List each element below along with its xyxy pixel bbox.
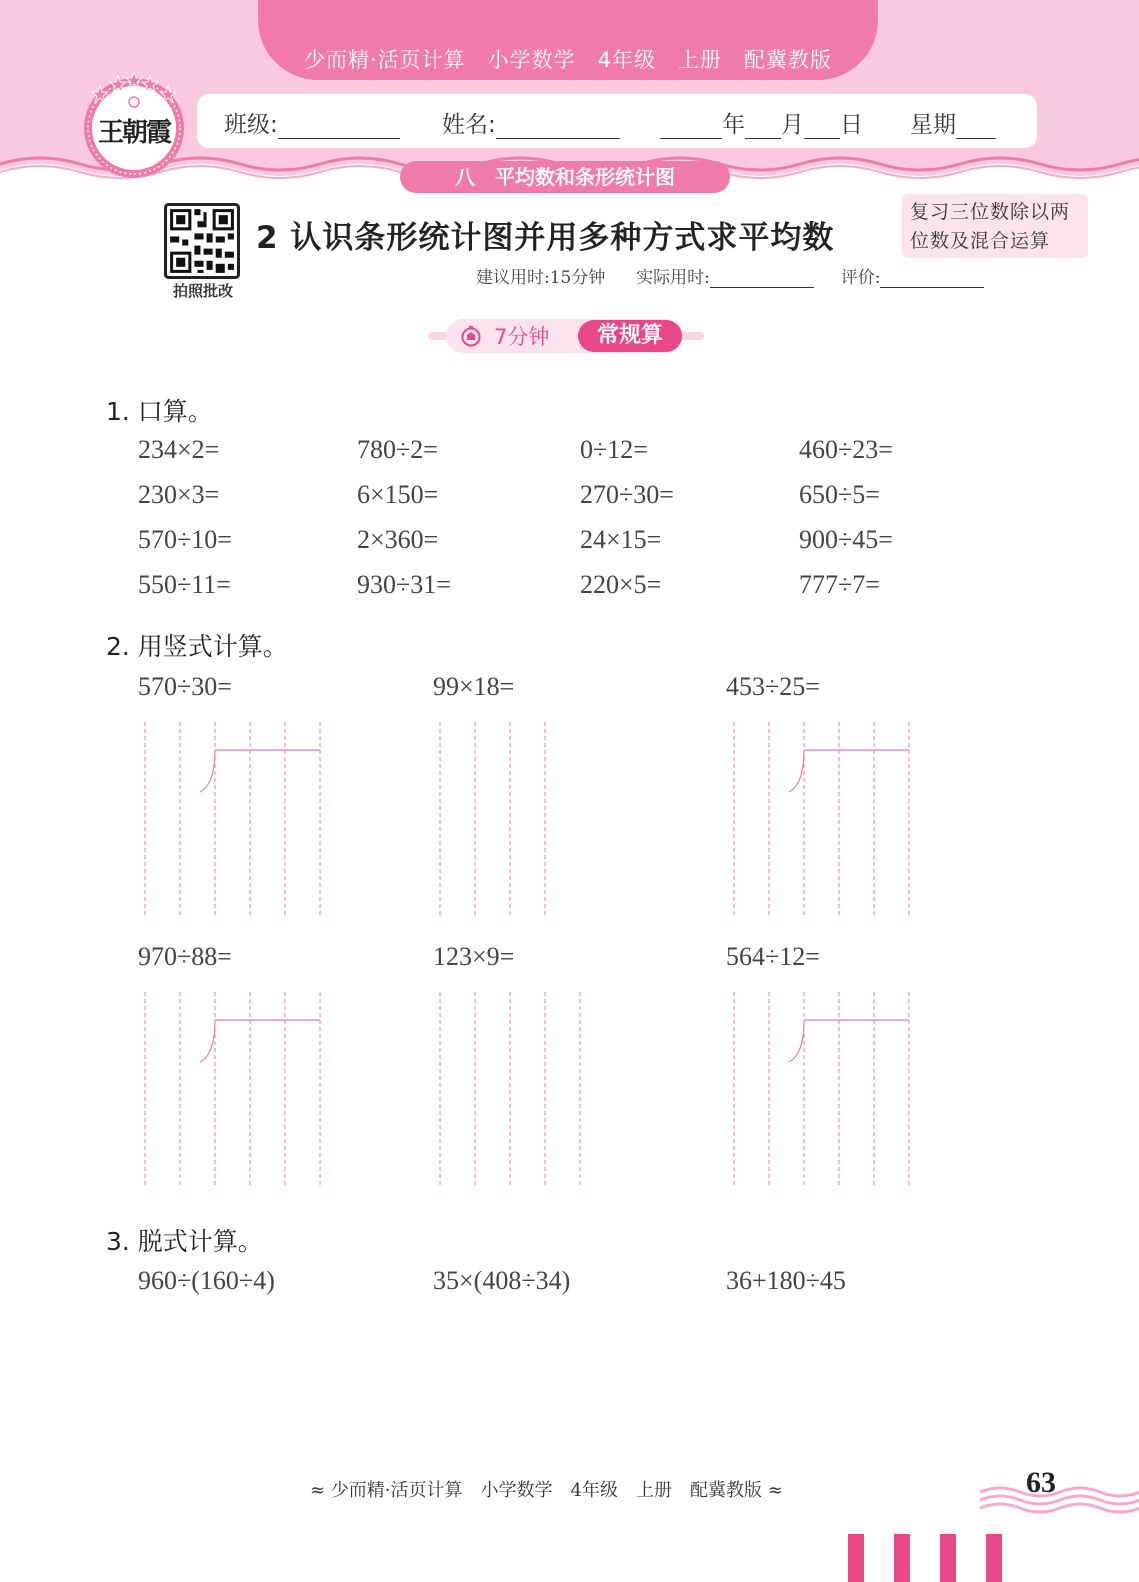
page-number: 63 xyxy=(1026,1466,1056,1499)
name-label: 姓名: xyxy=(442,112,496,138)
evaluation-label: 评价: xyxy=(840,268,881,288)
oral-expression: 550÷11= xyxy=(138,570,231,599)
q3-heading: 3. 脱式计算。 xyxy=(106,1227,263,1256)
timer-icon xyxy=(460,325,482,347)
vertical-calc-expression: 123×9= xyxy=(433,942,515,971)
multiplication-work-grid[interactable] xyxy=(435,992,625,1186)
time-info xyxy=(476,263,984,288)
q1-heading: 1. 口算。 xyxy=(106,397,213,426)
oral-expression: 0÷12= xyxy=(580,435,648,464)
year-label: 年 xyxy=(722,112,745,138)
vertical-calc-expression: 453÷25= xyxy=(726,672,820,701)
weekday-field[interactable] xyxy=(910,106,996,139)
unit-title: 八 平均数和条形统计图 xyxy=(400,161,730,193)
weekday-label: 星期 xyxy=(910,112,956,138)
oral-expression: 900÷45= xyxy=(799,525,893,554)
class-blank[interactable] xyxy=(278,116,400,139)
section-tag: 常规算 xyxy=(578,320,682,352)
oral-expression: 24×15= xyxy=(580,525,662,554)
division-work-grid[interactable] xyxy=(729,722,919,916)
q2-heading: 2. 用竖式计算。 xyxy=(106,632,288,661)
month-blank[interactable] xyxy=(745,116,781,139)
stepwise-expression: 35×(408÷34) xyxy=(433,1266,571,1295)
review-line-1: 复习三位数除以两 xyxy=(910,202,1071,223)
oral-expression: 234×2= xyxy=(138,435,220,464)
stepwise-expression: 960÷(160÷4) xyxy=(138,1266,275,1295)
day-label: 日 xyxy=(840,112,863,138)
oral-expression: 460÷23= xyxy=(799,435,893,464)
oral-expression: 2×360= xyxy=(357,525,439,554)
oral-expression: 777÷7= xyxy=(799,570,880,599)
oral-expression: 220×5= xyxy=(580,570,662,599)
division-work-grid[interactable] xyxy=(729,992,919,1186)
day-blank[interactable] xyxy=(804,116,840,139)
oral-expression: 270÷30= xyxy=(580,480,674,509)
page-edge-marks xyxy=(846,1530,1006,1582)
actual-time-label: 实际用时: xyxy=(636,268,710,288)
year-blank[interactable] xyxy=(660,116,722,139)
weekday-blank[interactable] xyxy=(956,116,996,139)
lesson-title: 2 认识条形统计图并用多种方式求平均数 xyxy=(256,220,835,256)
oral-expression: 570÷10= xyxy=(138,525,232,554)
oral-expression: 780÷2= xyxy=(357,435,438,464)
class-label: 班级: xyxy=(224,112,278,138)
review-line-2: 位数及混合运算 xyxy=(910,231,1051,252)
vertical-calc-expression: 570÷30= xyxy=(138,672,232,701)
series-title: 少而精·活页计算 小学数学 4年级 上册 配冀教版 xyxy=(303,48,833,72)
oral-expression: 930÷31= xyxy=(357,570,451,599)
oral-expression: 6×150= xyxy=(357,480,439,509)
logo-text: 王朝霞 xyxy=(97,118,170,148)
multiplication-work-grid[interactable] xyxy=(435,722,625,916)
class-field[interactable] xyxy=(224,106,400,139)
oral-expression: 230×3= xyxy=(138,480,220,509)
name-field[interactable] xyxy=(442,106,620,139)
review-note xyxy=(910,198,1086,256)
qr-label: 拍照批改 xyxy=(172,282,233,300)
vertical-calc-expression: 99×18= xyxy=(433,672,515,701)
vertical-calc-expression: 564÷12= xyxy=(726,942,820,971)
evaluation-blank[interactable] xyxy=(880,269,984,288)
vertical-calc-expression: 970÷88= xyxy=(138,942,232,971)
oral-expression: 650÷5= xyxy=(799,480,880,509)
name-blank[interactable] xyxy=(496,116,620,139)
month-label: 月 xyxy=(781,112,804,138)
date-field[interactable] xyxy=(660,106,863,139)
division-work-grid[interactable] xyxy=(140,722,330,916)
footer-wave xyxy=(980,1472,1139,1518)
qr-code-icon[interactable] xyxy=(164,203,240,279)
actual-time-blank[interactable] xyxy=(710,269,814,288)
division-work-grid[interactable] xyxy=(140,992,330,1186)
stepwise-expression: 36+180÷45 xyxy=(726,1266,846,1295)
section-time: 7分钟 xyxy=(494,325,550,349)
footer-series: ≈ 少而精·活页计算 小学数学 4年级 上册 配冀教版 ≈ xyxy=(310,1480,783,1501)
suggested-time: 建议用时:15分钟 xyxy=(476,268,606,288)
